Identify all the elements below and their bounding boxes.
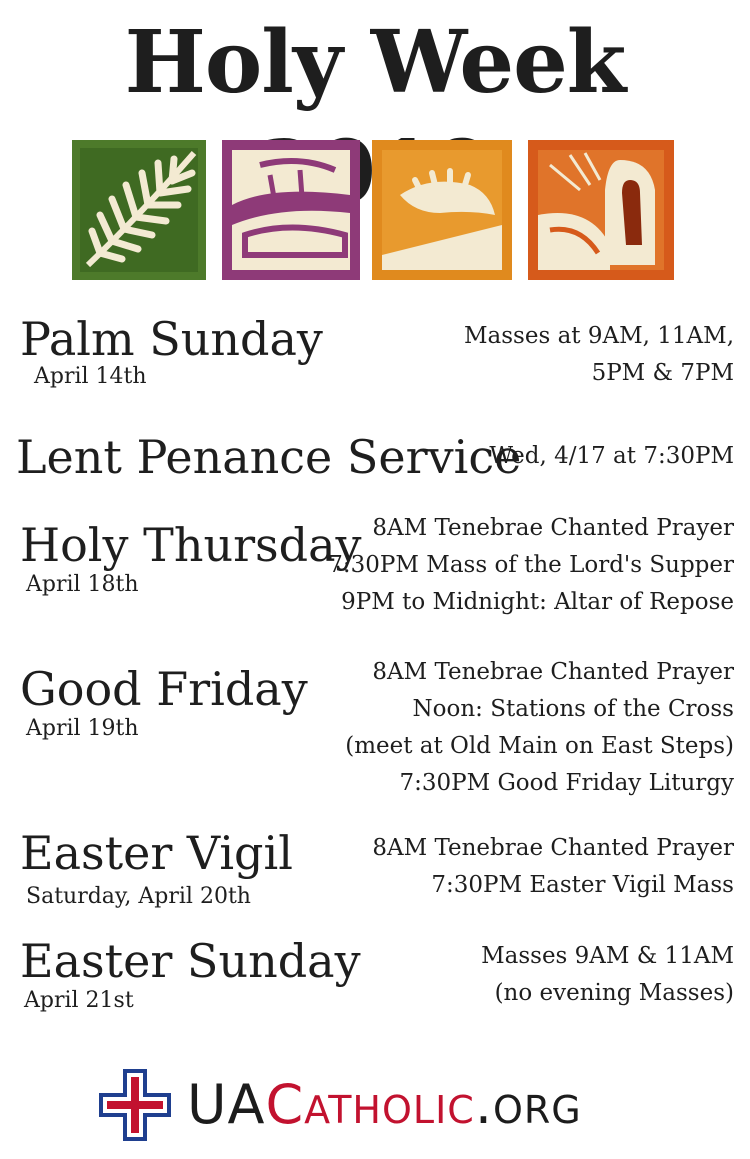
event-detail-line: 8AM Tenebrae Chanted Prayer [372, 659, 734, 685]
event-name: Lent Penance Service [16, 430, 522, 484]
event-detail-line: 7:30PM Mass of the Lord's Supper [328, 552, 734, 578]
event-detail-line: (no evening Masses) [494, 980, 734, 1006]
event-details [481, 938, 734, 1012]
event-detail-line: 8AM Tenebrae Chanted Prayer [372, 515, 734, 541]
palm-icon [72, 140, 206, 280]
event-date: April 21st [24, 988, 134, 1013]
event-detail-line: Masses 9AM & 11AM [481, 943, 734, 969]
event-name: Easter Vigil [20, 826, 293, 880]
event-detail-line: 9PM to Midnight: Altar of Repose [341, 589, 734, 615]
holy-week-banner [70, 135, 680, 285]
event-detail-line: (meet at Old Main on East Steps) [345, 733, 734, 759]
event-detail-line: 5PM & 7PM [591, 360, 734, 386]
hands-bread-icon [222, 140, 360, 280]
event-date: April 19th [26, 716, 139, 741]
event-detail-line: Masses at 9AM, 11AM, [463, 323, 734, 349]
risen-figure-icon [528, 140, 674, 280]
footer-logo[interactable] [95, 1065, 695, 1145]
event-date: April 18th [26, 572, 139, 597]
wordmark-ua: UA [187, 1073, 266, 1136]
event-name: Good Friday [20, 662, 308, 716]
event-details [489, 438, 734, 475]
wordmark-catholic: Catholic [265, 1073, 475, 1136]
event-detail-line: 7:30PM Good Friday Liturgy [399, 770, 734, 796]
event-date: April 14th [34, 364, 147, 389]
event-name: Palm Sunday [20, 312, 323, 366]
event-detail-line: Noon: Stations of the Cross [412, 696, 734, 722]
site-wordmark [187, 1065, 582, 1145]
event-detail-line: 8AM Tenebrae Chanted Prayer [372, 835, 734, 861]
event-details [328, 510, 734, 621]
event-detail-line: 7:30PM Easter Vigil Mass [431, 872, 734, 898]
page-title: Holy Week [124, 12, 626, 113]
event-date: Saturday, April 20th [26, 884, 251, 909]
event-details [372, 830, 734, 904]
event-details [464, 318, 734, 392]
wordmark-org: .org [474, 1073, 582, 1136]
event-details [345, 654, 734, 802]
hand-icon [372, 140, 512, 280]
event-detail-line: Wed, 4/17 at 7:30PM [489, 443, 734, 469]
cross-logo-icon [95, 1065, 175, 1145]
event-name: Holy Thursday [20, 518, 362, 572]
event-name: Easter Sunday [20, 934, 361, 988]
